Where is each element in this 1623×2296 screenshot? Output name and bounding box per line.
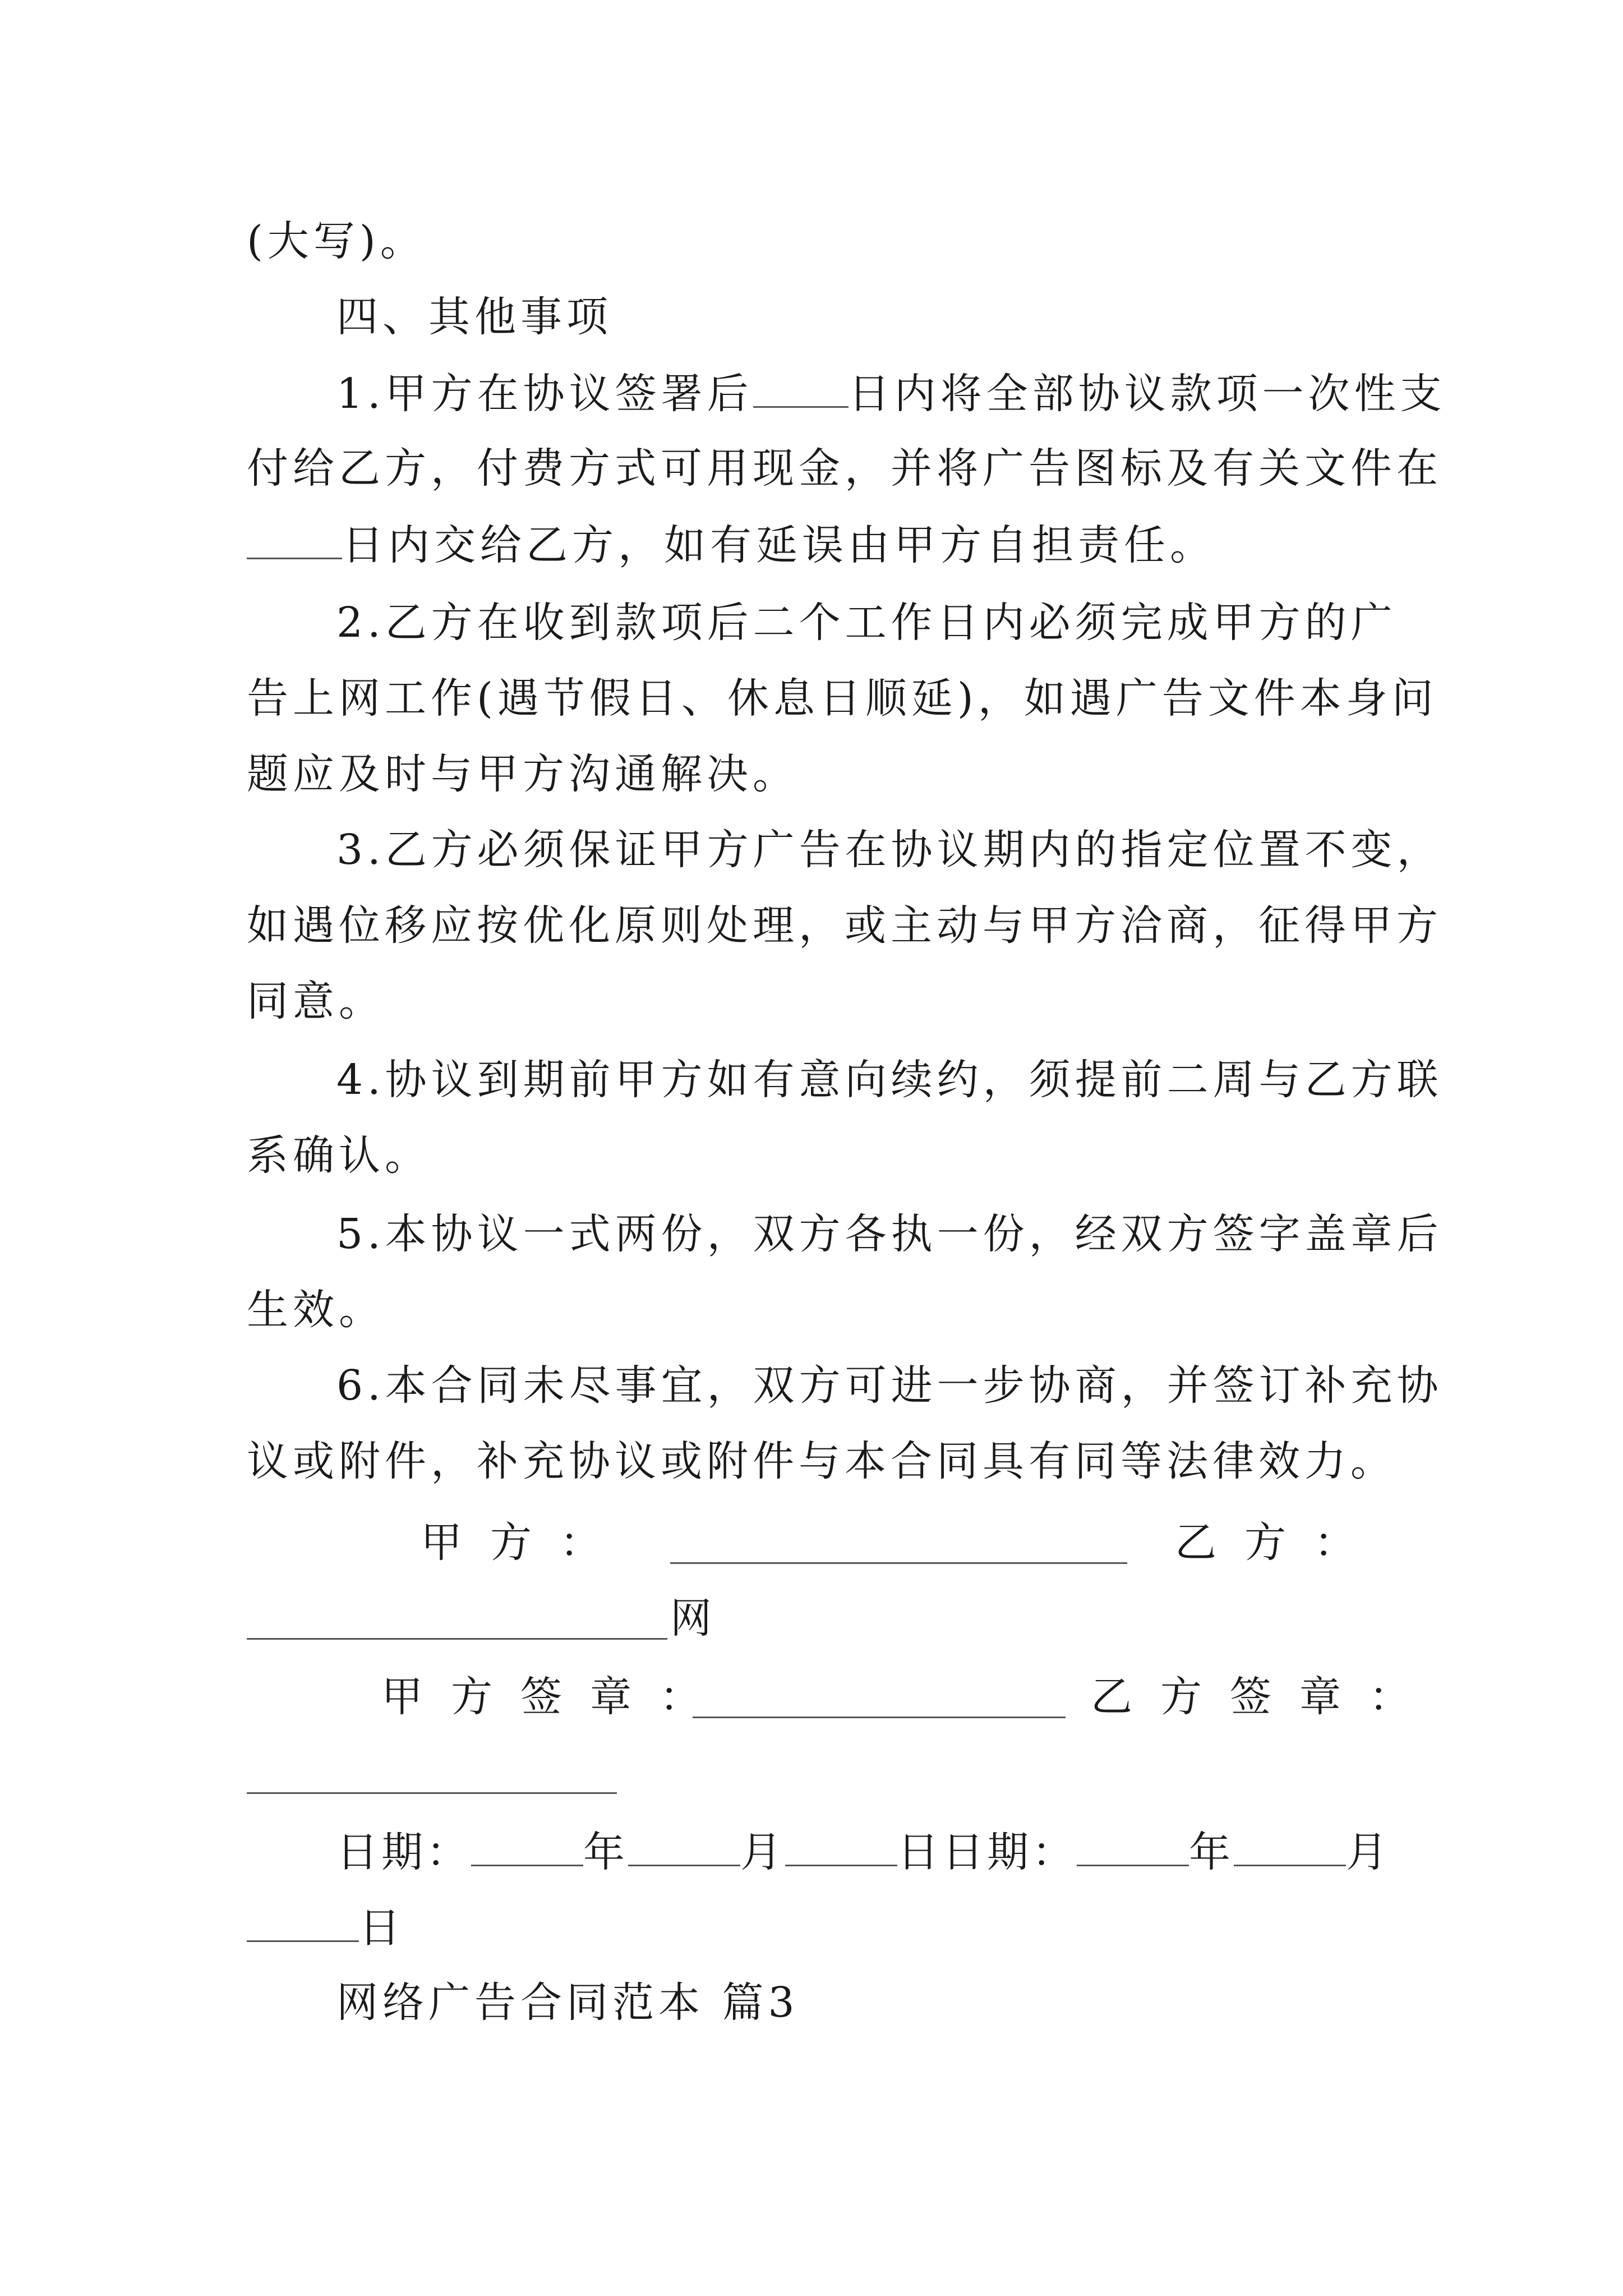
text: 年 bbox=[1189, 1828, 1234, 1876]
paragraph-line bbox=[247, 1433, 1396, 1489]
text: 日内将全部协议款项一次性支 bbox=[848, 370, 1446, 418]
paragraph-line bbox=[336, 595, 1397, 651]
paragraph-line bbox=[247, 213, 1385, 269]
text: 四、其他事项 bbox=[336, 293, 612, 341]
paragraph-line bbox=[247, 973, 1385, 1029]
sign-a-label: 甲方签章： bbox=[381, 1673, 729, 1721]
text: 题应及时与甲方沟通解决。 bbox=[247, 750, 799, 798]
paragraph-line bbox=[247, 516, 1385, 572]
text: 网络广告合同范本 篇3 bbox=[336, 1978, 799, 2027]
party-b-label: 乙方： bbox=[1175, 1519, 1384, 1567]
paragraph-line bbox=[247, 1128, 1385, 1184]
paragraph-line bbox=[336, 1052, 1443, 1108]
blank-line bbox=[247, 1899, 359, 1942]
paragraph-line bbox=[336, 365, 1446, 421]
sign-b-label: 乙方签章： bbox=[1091, 1673, 1438, 1721]
text: 如遇位移应按优化原则处理，或主动与甲方洽商，征得甲方 bbox=[247, 901, 1442, 950]
text: 告上网工作(遇节假日、休息日顺延)，如遇广告文件本身问 bbox=[247, 674, 1438, 723]
blank-line bbox=[1234, 1823, 1346, 1866]
paragraph-line bbox=[247, 1282, 1385, 1338]
text: 付给乙方，付费方式可用现金，并将广告图标及有关文件在 bbox=[247, 444, 1442, 493]
paragraph-line bbox=[247, 746, 1385, 802]
text: 同意。 bbox=[247, 977, 385, 1025]
date-line bbox=[247, 1899, 1385, 1955]
sign-a-blank bbox=[693, 1717, 1066, 1718]
text: 系确认。 bbox=[247, 1131, 431, 1180]
text: 日日期： bbox=[897, 1828, 1077, 1876]
text: 1.甲方在协议签署后 bbox=[336, 370, 753, 418]
text: 2.乙方在收到款项后二个工作日内必须完成甲方的广 bbox=[336, 599, 1397, 647]
text: 6.本合同未尽事宜，双方可进一步协商，并签订补充协 bbox=[336, 1361, 1443, 1410]
date-label: 日期： bbox=[336, 1828, 471, 1876]
section-heading bbox=[336, 289, 1385, 345]
text: 月 bbox=[1346, 1828, 1391, 1876]
text: 月 bbox=[740, 1828, 785, 1876]
party-b-suffix: 网 bbox=[670, 1594, 712, 1642]
paragraph-line bbox=[336, 822, 1443, 878]
blank-line bbox=[753, 365, 849, 408]
party-a-blank bbox=[670, 1562, 1127, 1564]
text: 议或附件，补充协议或附件与本合同具有同等法律效力。 bbox=[247, 1437, 1396, 1485]
blank-line bbox=[628, 1823, 740, 1866]
blank-line bbox=[471, 1823, 583, 1866]
paragraph-line bbox=[247, 670, 1438, 726]
text: 年 bbox=[583, 1828, 628, 1876]
text: 日 bbox=[359, 1904, 405, 1952]
party-b-blank bbox=[247, 1638, 667, 1640]
paragraph-line bbox=[247, 440, 1442, 496]
text: 4.协议到期前甲方如有意向续约，须提前二周与乙方联 bbox=[336, 1056, 1443, 1104]
text: 生效。 bbox=[247, 1286, 385, 1334]
text: 5.本协议一式两份，双方各执一份，经双方签字盖章后 bbox=[336, 1210, 1443, 1258]
blank-line bbox=[785, 1823, 897, 1866]
paragraph-line bbox=[247, 898, 1442, 954]
section-title bbox=[336, 1975, 1385, 2031]
blank-line bbox=[247, 516, 342, 559]
text: 日内交给乙方，如有延误由甲方自担责任。 bbox=[342, 521, 1216, 569]
text: (大写)。 bbox=[247, 217, 426, 265]
text: 3.乙方必须保证甲方广告在协议期内的指定位置不变， bbox=[336, 826, 1443, 874]
paragraph-line bbox=[336, 1206, 1443, 1262]
party-a-label: 甲方： bbox=[421, 1519, 629, 1567]
date-line bbox=[336, 1823, 1391, 1879]
blank-line bbox=[1077, 1823, 1189, 1866]
sign-b-blank bbox=[247, 1792, 617, 1794]
paragraph-line bbox=[336, 1358, 1443, 1414]
